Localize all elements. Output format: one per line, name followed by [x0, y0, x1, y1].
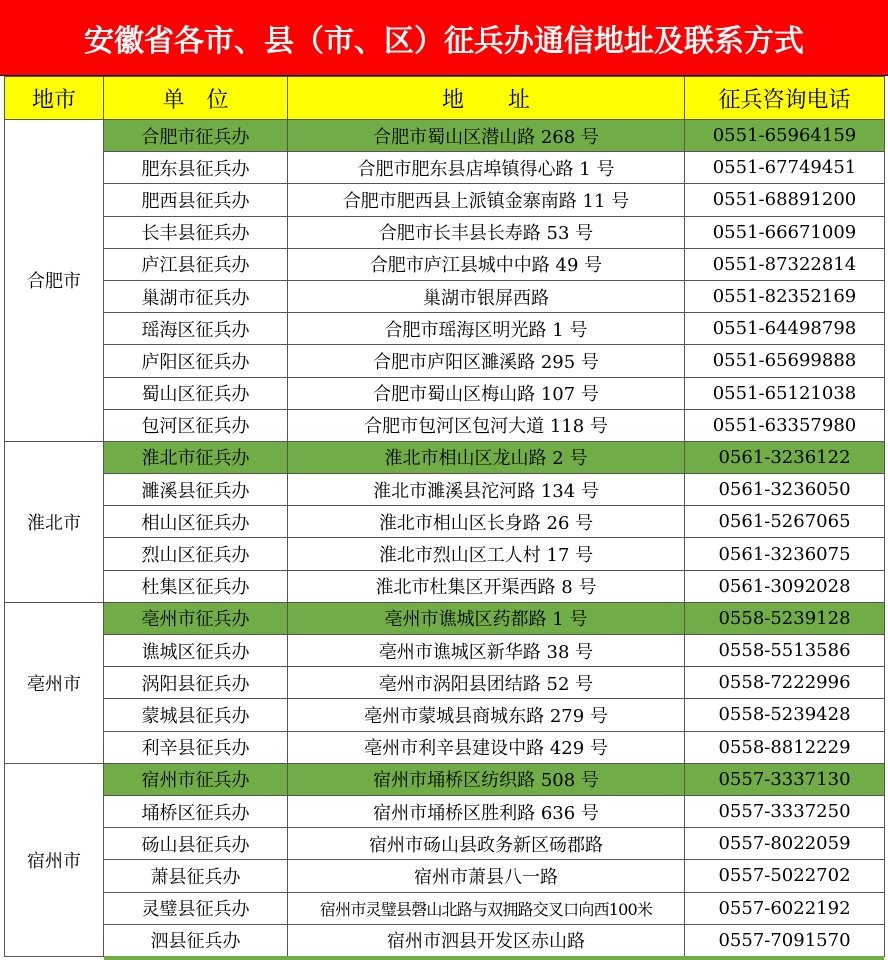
phone-cell: 0557-5022702 [685, 860, 885, 892]
address-cell: 合肥市包河区包河大道 118 号 [288, 409, 685, 441]
address-cell: 淮北市杜集区开渠西路 8 号 [288, 570, 685, 602]
phone-cell: 0557-7091570 [685, 924, 885, 956]
unit-cell: 埇桥区征兵办 [104, 795, 288, 827]
unit-cell: 泗县征兵办 [104, 924, 288, 956]
table-row [5, 506, 885, 538]
phone-cell: 0561-3236050 [685, 474, 885, 506]
unit-cell: 谯城区征兵办 [104, 635, 288, 667]
unit-cell: 涡阳县征兵办 [104, 667, 288, 699]
unit-cell: 宿州市征兵办 [104, 763, 288, 795]
address-cell: 亳州市谯城区药都路 1 号 [288, 602, 685, 634]
unit-cell: 烈山区征兵办 [104, 538, 288, 570]
unit-cell: 肥西县征兵办 [104, 184, 288, 216]
table-row [5, 924, 885, 956]
table-row [5, 345, 885, 377]
table-row [5, 828, 885, 860]
phone-cell: 0561-3236075 [685, 538, 885, 570]
unit-cell: 砀山县征兵办 [104, 828, 288, 860]
address-cell: 合肥市庐江县城中中路 49 号 [288, 248, 685, 280]
phone-cell: 0551-68891200 [685, 184, 885, 216]
phone-cell: 0561-3236122 [685, 441, 885, 473]
address-cell: 亳州市蒙城县商城东路 279 号 [288, 699, 685, 731]
address-cell: 淮北市濉溪县沱河路 134 号 [288, 474, 685, 506]
table-header-row [5, 77, 885, 120]
phone-cell: 0558-5239428 [685, 699, 885, 731]
unit-cell: 淮北市征兵办 [104, 441, 288, 473]
unit-cell: 利辛县征兵办 [104, 731, 288, 763]
city-cell: 合肥市 [5, 120, 104, 442]
unit-cell: 肥东县征兵办 [104, 152, 288, 184]
address-cell: 合肥市肥西县上派镇金寨南路 11 号 [288, 184, 685, 216]
header-unit: 单 位 [104, 77, 288, 120]
table-row [5, 538, 885, 570]
table-row [5, 892, 885, 924]
phone-cell: 0558-7222996 [685, 667, 885, 699]
phone-cell: 0551-65699888 [685, 345, 885, 377]
unit-cell: 萧县征兵办 [104, 860, 288, 892]
address-cell: 宿州市泗县开发区赤山路 [288, 924, 685, 956]
table-row [5, 699, 885, 731]
page-title: 安徽省各市、县（市、区）征兵办通信地址及联系方式 [0, 0, 888, 76]
table-row [5, 570, 885, 602]
table-row [5, 377, 885, 409]
unit-cell: 亳州市征兵办 [104, 602, 288, 634]
address-cell: 宿州市埇桥区胜利路 636 号 [288, 795, 685, 827]
address-cell: 合肥市蜀山区潜山路 268 号 [288, 120, 685, 152]
unit-cell: 包河区征兵办 [104, 409, 288, 441]
address-cell: 亳州市涡阳县团结路 52 号 [288, 667, 685, 699]
table-row [5, 120, 885, 152]
city-cell: 淮北市 [5, 441, 104, 602]
phone-cell: 0551-87322814 [685, 248, 885, 280]
table-row [5, 860, 885, 892]
table-row [5, 667, 885, 699]
phone-cell: 0557-3337250 [685, 795, 885, 827]
table-row [5, 795, 885, 827]
phone-cell: 0557-3337130 [685, 763, 885, 795]
phone-cell: 0558-8812229 [685, 731, 885, 763]
next-group-strip [104, 956, 884, 960]
address-cell: 宿州市灵璧县磬山北路与双拥路交叉口向西100米 [288, 892, 685, 924]
address-cell: 合肥市瑶海区明光路 1 号 [288, 313, 685, 345]
header-phone: 征兵咨询电话 [685, 77, 885, 120]
unit-cell: 庐阳区征兵办 [104, 345, 288, 377]
address-cell: 淮北市相山区龙山路 2 号 [288, 441, 685, 473]
table-row [5, 602, 885, 634]
table-row [5, 441, 885, 473]
address-cell: 淮北市烈山区工人村 17 号 [288, 538, 685, 570]
phone-cell: 0557-6022192 [685, 892, 885, 924]
phone-cell: 0551-65964159 [685, 120, 885, 152]
table-row [5, 409, 885, 441]
phone-cell: 0551-65121038 [685, 377, 885, 409]
header-address: 地 址 [288, 77, 685, 120]
unit-cell: 濉溪县征兵办 [104, 474, 288, 506]
unit-cell: 蜀山区征兵办 [104, 377, 288, 409]
address-cell: 巢湖市银屏西路 [288, 280, 685, 312]
table-row [5, 280, 885, 312]
address-cell: 淮北市相山区长身路 26 号 [288, 506, 685, 538]
phone-cell: 0551-66671009 [685, 216, 885, 248]
address-cell: 合肥市长丰县长寿路 53 号 [288, 216, 685, 248]
unit-cell: 巢湖市征兵办 [104, 280, 288, 312]
table-row [5, 313, 885, 345]
contact-table [4, 76, 885, 957]
table-row [5, 635, 885, 667]
phone-cell: 0558-5513586 [685, 635, 885, 667]
phone-cell: 0551-63357980 [685, 409, 885, 441]
phone-cell: 0551-82352169 [685, 280, 885, 312]
table-row [5, 184, 885, 216]
address-cell: 宿州市埇桥区纺织路 508 号 [288, 763, 685, 795]
phone-cell: 0551-64498798 [685, 313, 885, 345]
phone-cell: 0551-67749451 [685, 152, 885, 184]
address-cell: 宿州市萧县八一路 [288, 860, 685, 892]
unit-cell: 蒙城县征兵办 [104, 699, 288, 731]
unit-cell: 相山区征兵办 [104, 506, 288, 538]
address-cell: 合肥市蜀山区梅山路 107 号 [288, 377, 685, 409]
table-row [5, 763, 885, 795]
table-row [5, 152, 885, 184]
unit-cell: 长丰县征兵办 [104, 216, 288, 248]
table-row [5, 731, 885, 763]
city-cell: 亳州市 [5, 602, 104, 763]
unit-cell: 合肥市征兵办 [104, 120, 288, 152]
address-cell: 亳州市利辛县建设中路 429 号 [288, 731, 685, 763]
header-city: 地市 [5, 77, 104, 120]
address-cell: 合肥市肥东县店埠镇得心路 1 号 [288, 152, 685, 184]
address-cell: 宿州市砀山县政务新区砀郡路 [288, 828, 685, 860]
table-row [5, 248, 885, 280]
unit-cell: 瑶海区征兵办 [104, 313, 288, 345]
city-cell: 宿州市 [5, 763, 104, 956]
address-cell: 合肥市庐阳区濉溪路 295 号 [288, 345, 685, 377]
table-row [5, 216, 885, 248]
unit-cell: 杜集区征兵办 [104, 570, 288, 602]
phone-cell: 0561-3092028 [685, 570, 885, 602]
phone-cell: 0557-8022059 [685, 828, 885, 860]
phone-cell: 0558-5239128 [685, 602, 885, 634]
phone-cell: 0561-5267065 [685, 506, 885, 538]
table-row [5, 474, 885, 506]
address-cell: 亳州市谯城区新华路 38 号 [288, 635, 685, 667]
unit-cell: 庐江县征兵办 [104, 248, 288, 280]
unit-cell: 灵璧县征兵办 [104, 892, 288, 924]
